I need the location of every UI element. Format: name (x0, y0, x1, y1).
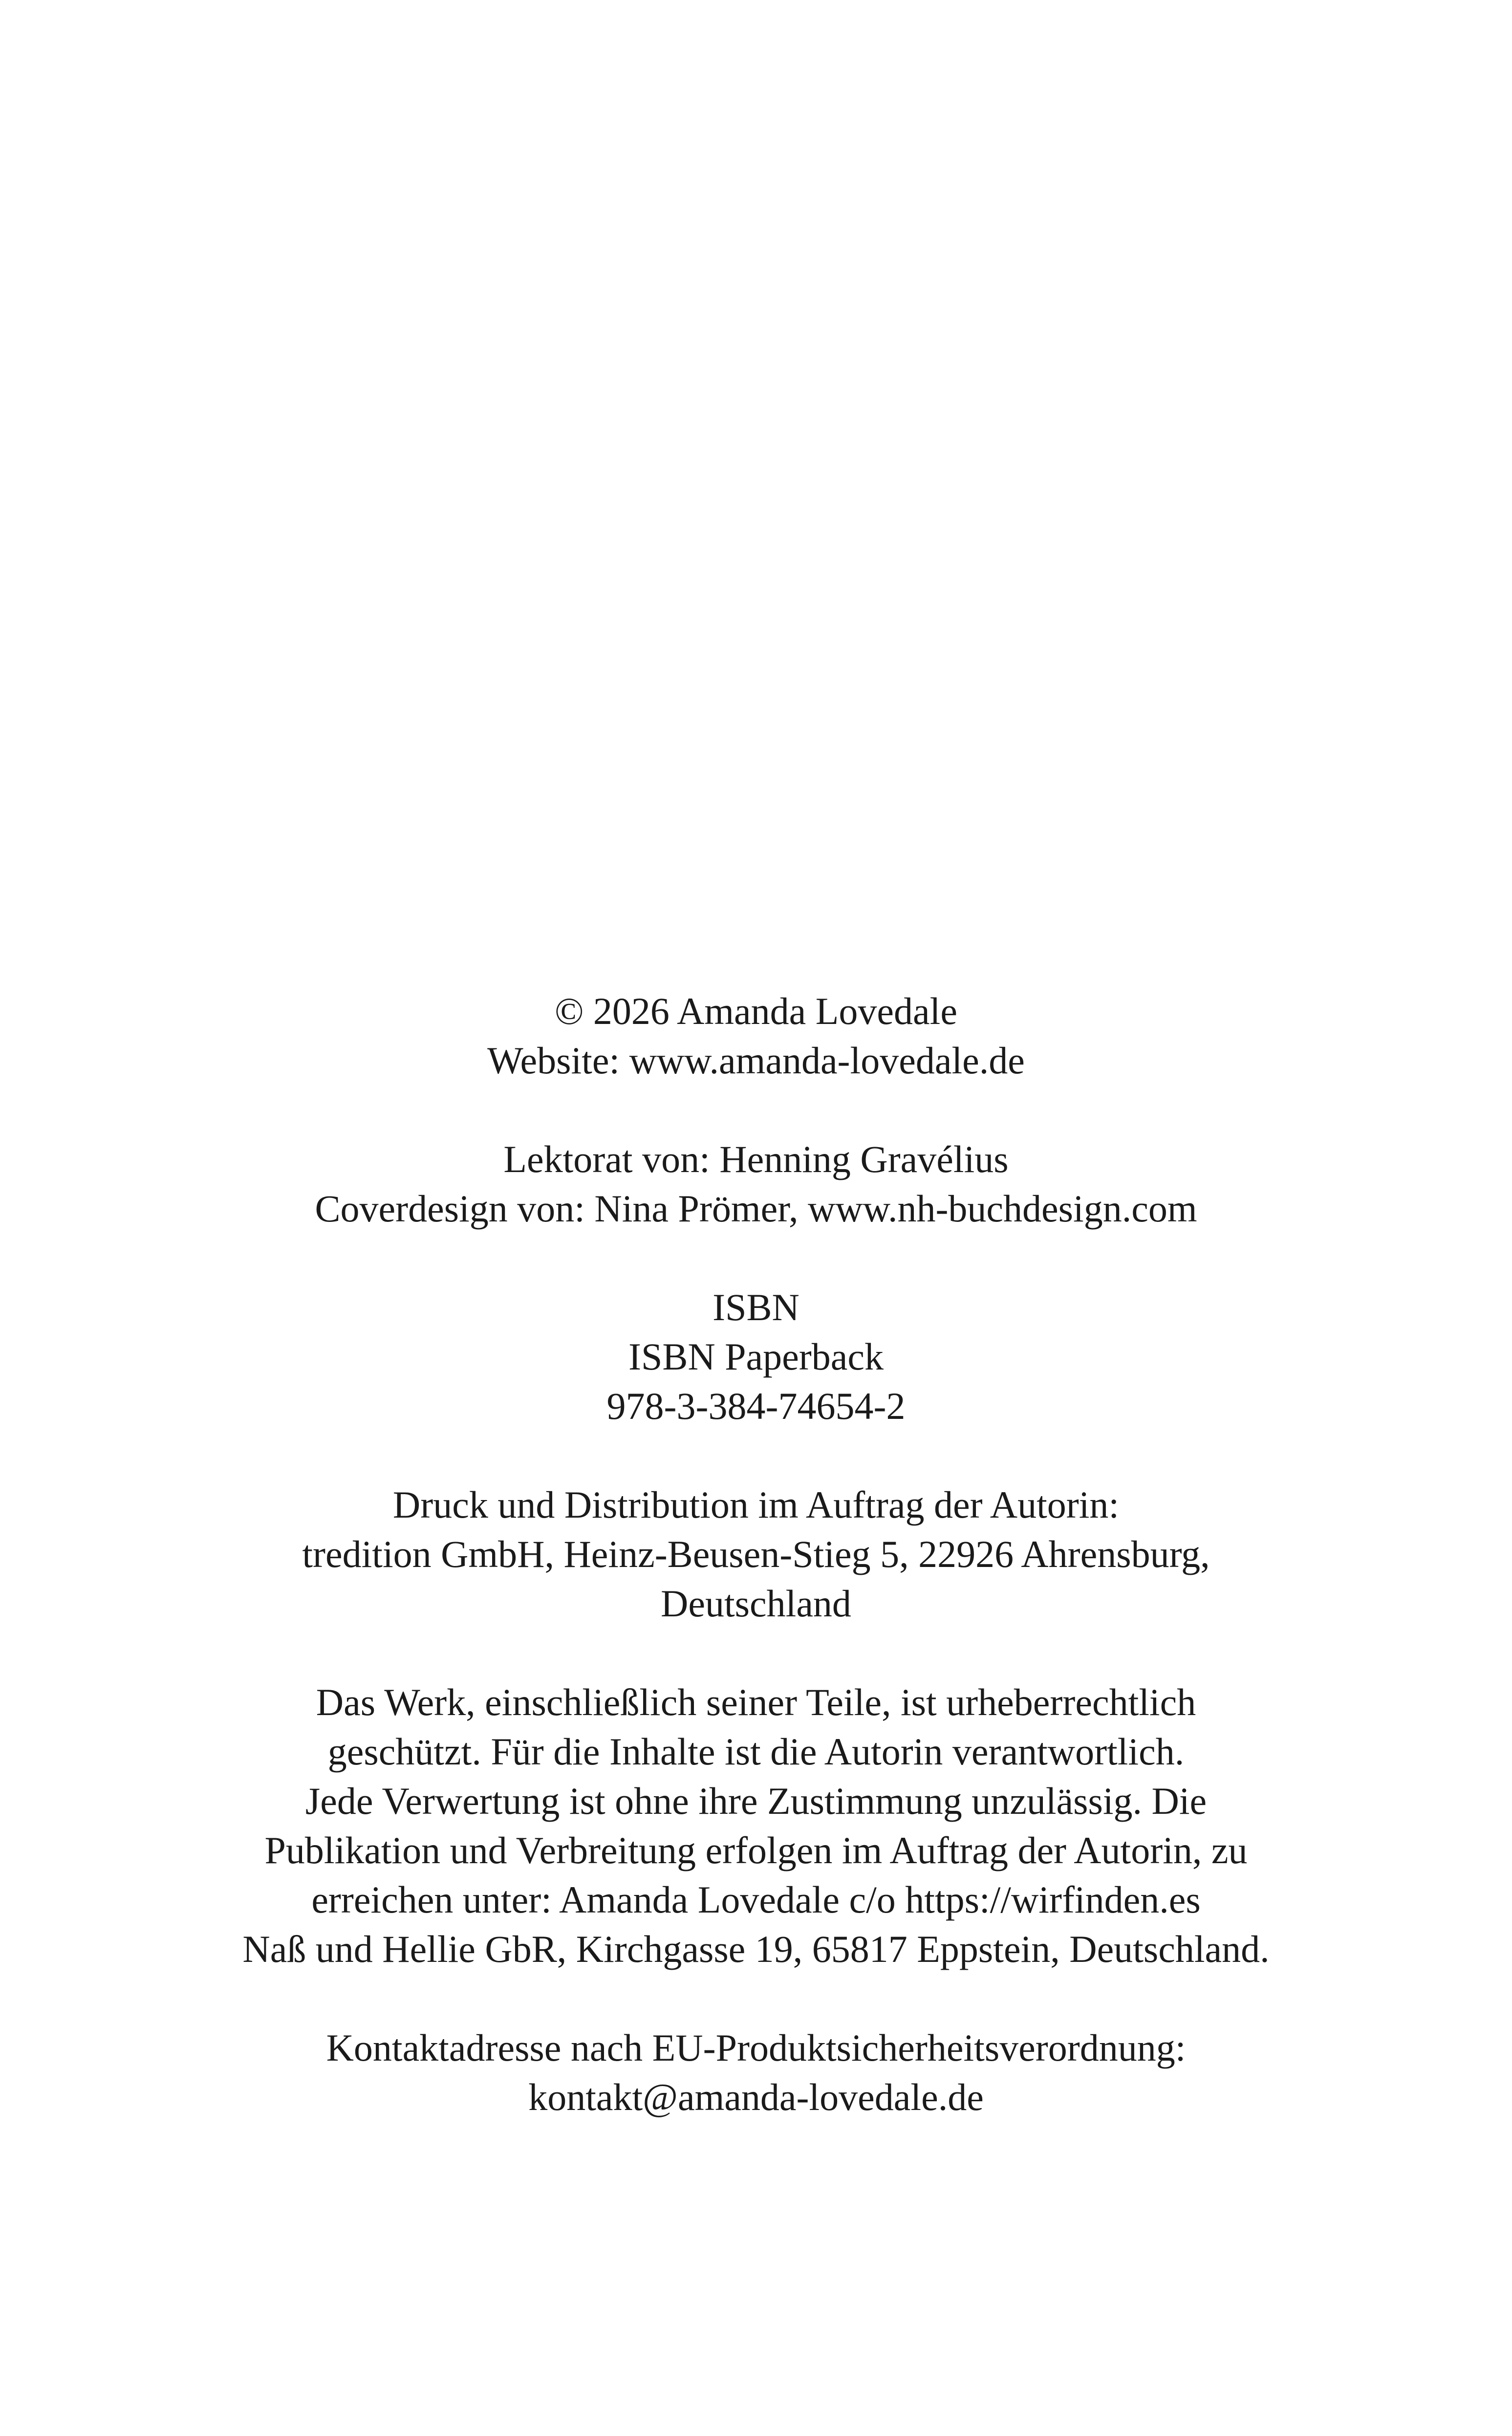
rights-line-6: Naß und Hellie GbR, Kirchgasse 19, 65817 Eppstein, Deutschland. (242, 1928, 1270, 1970)
printing-section (0, 1480, 1512, 1628)
imprint-block (0, 986, 1512, 2122)
rights-line-2: geschützt. Für die Inhalte ist die Autorin verantwortlich. (327, 1730, 1185, 1773)
copyright-line: © 2026 Amanda Lovedale (555, 990, 957, 1032)
printing-line-1: Druck und Distribution im Auftrag der Autorin: (392, 1483, 1120, 1526)
isbn-section (0, 1283, 1512, 1431)
rights-line-3: Jede Verwertung ist ohne ihre Zustimmung unzulässig. Die (305, 1780, 1207, 1822)
cover-credit: Coverdesign von: Nina Prömer, www.nh-buchdesign.com (315, 1187, 1197, 1230)
website-line: Website: www.amanda-lovedale.de (487, 1039, 1025, 1082)
credits-section (0, 1134, 1512, 1233)
printing-line-3: Deutschland (661, 1582, 851, 1625)
editing-credit: Lektorat von: Henning Gravélius (503, 1138, 1009, 1180)
rights-line-1: Das Werk, einschließlich seiner Teile, ist urheberrechtlich (316, 1681, 1196, 1723)
contact-section (0, 2023, 1512, 2122)
rights-line-4: Publikation und Verbreitung erfolgen im Auftrag der Autorin, zu (264, 1829, 1248, 1871)
isbn-number: 978-3-384-74654-2 (606, 1385, 906, 1427)
copyright-section (0, 986, 1512, 1085)
contact-line-1: Kontaktadresse nach EU-Produktsicherheitsverordnung: (326, 2026, 1186, 2069)
contact-email: kontakt@amanda-lovedale.de (528, 2076, 984, 2118)
rights-section (0, 1677, 1512, 1974)
printing-line-2: tredition GmbH, Heinz-Beusen-Stieg 5, 22926 Ahrensburg, (302, 1533, 1210, 1575)
isbn-edition: ISBN Paperback (628, 1335, 884, 1378)
isbn-heading: ISBN (713, 1286, 799, 1328)
rights-line-5: erreichen unter: Amanda Lovedale c/o https://wirfinden.es (311, 1878, 1201, 1921)
